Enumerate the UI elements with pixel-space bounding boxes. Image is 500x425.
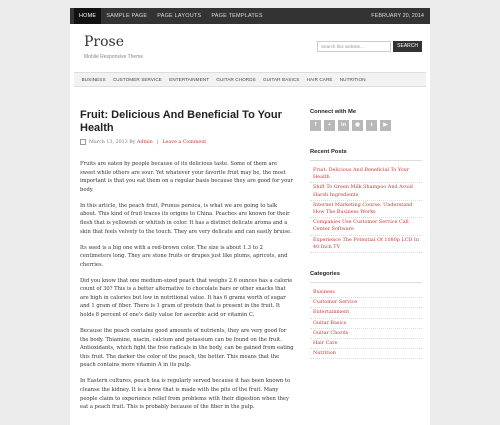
google-plus-icon[interactable]: + (324, 120, 335, 131)
site-header (70, 24, 430, 72)
recent-post-link[interactable]: Internet Marketing Course: Understand How The Business Works (310, 201, 422, 218)
meta-separator: | (156, 139, 159, 145)
page (70, 8, 430, 425)
category-link[interactable]: Business (310, 288, 422, 298)
post-paragraph: Because the peach contains good amounts of nutrients, they are very good for the body. Thiamine, niacin, calcium and potassium can be found on the fruit. Antioxidants, which fight the free radicals in the body, can be gained from eating this fruit. The darker the color of the peach, the better. This means that the peach contains more vitamin A in its pulp. (80, 328, 294, 369)
sidebar (310, 102, 422, 377)
rss-icon[interactable]: ◉ (352, 120, 363, 131)
search-button[interactable]: SEARCH (393, 41, 422, 52)
category-link[interactable]: Guitar Basics (310, 319, 422, 329)
header-date: FEBRUARY 20, 2014 (371, 13, 424, 19)
divider (310, 282, 422, 283)
site-title[interactable]: Prose (84, 34, 125, 50)
nav-home[interactable]: HOME (74, 8, 101, 24)
comment-link[interactable]: Leave a Comment (162, 139, 207, 145)
category-link[interactable]: Entertainment (310, 308, 422, 318)
categories-list (310, 288, 422, 359)
site-tagline: Mobile Responsive Theme (84, 54, 144, 60)
nav-sample-page[interactable]: SAMPLE PAGE (106, 13, 148, 19)
post-paragraph: In Eastern cultures, peach tea is regularly served because it has been known to cleanse the kidney. It is a brew that is made with the pits of the fruit. Many people claim to experience relief from problems with their digestion when they eat a peach fruit. This is probably because of the fiber in the pulp. (80, 378, 291, 411)
post-paragraph: Did you know that one medium-sized peach that weighs 2.6 ounces has a calorie count of 30? This is a better alternative to chocolate bars or other snacks that are high in calories but low in nutritional value. It has 6 grams worth of sugar and 1 gram of fiber. There is 1 gram of protein that is present in the fruit. It holds 8 percent of one's daily value for ascorbic acid or vitamin C. (80, 277, 293, 319)
recent-posts-title: Recent Posts (310, 149, 347, 155)
category-navigation (74, 72, 426, 87)
catnav-guitar-basics[interactable]: GUITAR BASICS (262, 77, 300, 82)
category-link[interactable]: Customer Service (310, 298, 422, 308)
post-body (80, 160, 294, 412)
categories-title: Categories (310, 271, 340, 278)
recent-post-link[interactable]: Fruit: Delicious And Beneficial To Your Health (310, 166, 422, 183)
post-paragraph: In this article, the peach fruit, Prunus persica, is what we are going to talk about. This kind of fruit traces its origins to China. Peaches are known for their flesh that is yellowish or whitish in color. It has a distinct delicate aroma and a skin that feels velvety to the touch. They are very delicate and can easily bruise. (80, 202, 292, 235)
post-title[interactable]: Fruit: Delicious And Beneficial To Your Health (80, 109, 282, 134)
post-date: March 13, 2013 By (89, 139, 136, 145)
nav-page-templates[interactable]: PAGE TEMPLATES (211, 13, 263, 19)
linkedin-icon[interactable]: in (338, 120, 349, 131)
nav-page-layouts[interactable]: PAGE LAYOUTS (157, 13, 202, 19)
category-link[interactable]: Nutrition (310, 349, 422, 359)
social-icons (310, 120, 422, 131)
category-link[interactable]: Guitar Chords (310, 329, 422, 339)
post-author-link[interactable]: Admin (137, 139, 153, 145)
catnav-customer-service[interactable]: CUSTOMER SERVICE (112, 77, 162, 82)
catnav-guitar-chords[interactable]: GUITAR CHORDS (216, 77, 256, 82)
recent-posts-list (310, 166, 422, 253)
catnav-entertainment[interactable]: ENTERTAINMENT (169, 77, 210, 82)
twitter-icon[interactable]: t (366, 120, 377, 131)
post-paragraph: Fruits are eaten by people because of its delicious taste. Some of them are sweet while others are sour. Yet whatever your favorite fruit may be, the most important is that you eat them on a regular basis because they are good for your body. (80, 161, 294, 193)
search-form (317, 41, 422, 52)
recent-post-link[interactable]: Experience The Potential Of 1080p LCD In 40 Inch TV (310, 236, 422, 253)
category-link[interactable]: Hair Care (310, 339, 422, 349)
calendar-icon (80, 139, 86, 145)
search-input[interactable]: Search this website... (317, 41, 391, 52)
connect-widget-title: Connect with Me (310, 109, 357, 115)
divider (310, 160, 422, 161)
post-paragraph: Its seed is a big one with a red-brown color. The size is about 1.3 to 2 centimeters long. They are stone fruits or drupes just like plums, apricots, and cherries. (80, 244, 288, 268)
catnav-hair-care[interactable]: HAIR CARE (306, 77, 333, 82)
youtube-icon[interactable]: ▶ (380, 120, 391, 131)
recent-post-link[interactable]: Companies Use Customer Service Call Center Software (310, 218, 422, 235)
recent-post-link[interactable]: Shift To Green Milk Shampoo And Avoid Harsh Ingredients (310, 183, 422, 200)
catnav-nutrition[interactable]: NUTRITION (339, 77, 366, 82)
post-meta (80, 139, 294, 145)
main-content (80, 102, 294, 419)
top-navigation (70, 8, 430, 24)
catnav-business[interactable]: BUSINESS (81, 77, 106, 82)
facebook-icon[interactable]: f (310, 120, 321, 131)
